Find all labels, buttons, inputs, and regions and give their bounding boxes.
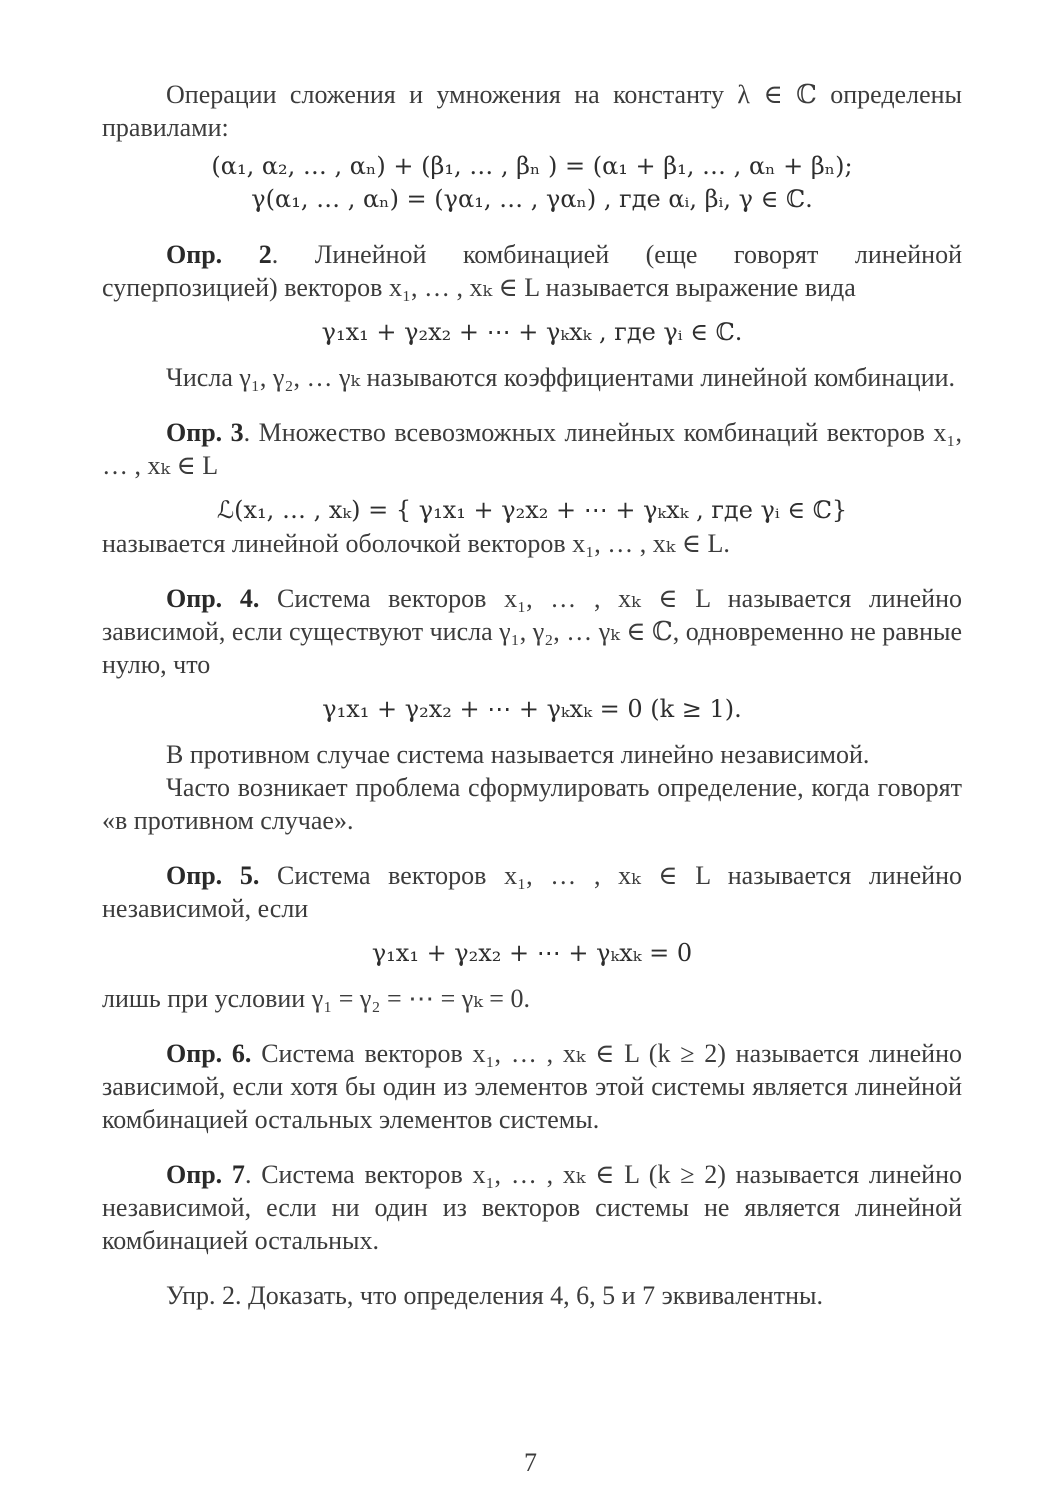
formula-linear-dependence: γ₁x₁ + γ₂x₂ + ⋯ + γₖxₖ = 0 (k ≥ 1). [322,695,742,723]
page-body [102,78,969,1312]
definition-6-label: Опр. 6. [166,1039,252,1068]
definition-2-remark: Числа γ₁, γ₂, … γₖ называются коэффициентами линейной комбинации. [166,363,956,392]
formula-scalar-multiplication: γ(α₁, … , αₙ) = (γα₁, … , γαₙ) , где αᵢ, βᵢ, γ ∈ ℂ. [251,185,813,213]
formula-addition: (α₁, α₂, … , αₙ) + (β₁, … , βₙ ) = (α₁ + β₁, … , αₙ + βₙ); [211,152,853,180]
definition-2 [102,238,969,304]
definition-6 [102,1037,969,1136]
definition-4 [102,582,969,681]
definition-5-remark: лишь при условии γ₁ = γ₂ = ⋯ = γₖ = 0. [102,984,530,1013]
formula-linear-combination: γ₁x₁ + γ₂x₂ + ⋯ + γₖxₖ , где γᵢ ∈ ℂ. [321,318,743,346]
formula-linear-independence: γ₁x₁ + γ₂x₂ + ⋯ + γₖxₖ = 0 [371,939,693,967]
definition-7-text: . Система векторов x₁, … , xₖ ∈ L (k ≥ 2) называется линейно независимой, если ни один из векторов системы не является линейной комбинацией остальных. [102,1160,969,1255]
definition-4-remark-2: Часто возникает проблема сформулировать определение, когда говорят «в противном случае». [102,773,962,835]
definition-4-label: Опр. 4. [166,584,260,613]
definition-7-label: Опр. 7 [166,1160,245,1189]
page-number: 7 [524,1448,537,1477]
definition-4-text: Система векторов x₁, … , xₖ ∈ L называется линейно зависимой, если существуют числа γ₁, γ₂, … γₖ ∈ ℂ, одновременно не равные нулю, что [102,584,969,679]
definition-6-text: Система векторов x₁, … , xₖ ∈ L (k ≥ 2) называется линейно зависимой, если хотя бы один из элементов этой системы является линейной комбинацией остальных элементов системы. [102,1039,969,1134]
definition-3-remark: называется линейной оболочкой векторов x₁, … , xₖ ∈ L. [102,529,730,558]
formula-linear-span: ℒ(x₁, … , xₖ) = { γ₁x₁ + γ₂x₂ + ⋯ + γₖxₖ , где γᵢ ∈ ℂ} [216,496,848,524]
exercise-2: Упр. 2. Доказать, что определения 4, 6, 5 и 7 эквивалентны. [166,1281,823,1310]
definition-2-label: Опр. 2 [166,240,272,269]
definition-2-text: . Линейной комбинацией (еще говорят линейной суперпозицией) векторов x₁, … , xₖ ∈ L называется выражение вида [102,240,969,302]
definition-5-label: Опр. 5. [166,861,260,890]
definition-3-text: . Множество всевозможных линейных комбинаций векторов x₁, … , xₖ ∈ L [102,418,969,480]
definition-5 [102,859,969,925]
definition-4-remark-1: В противном случае система называется линейно независимой. [166,740,870,769]
intro-paragraph: Операции сложения и умножения на константу λ ∈ ℂ определены правилами: [102,80,962,142]
definition-3 [102,416,969,482]
definition-3-label: Опр. 3 [166,418,244,447]
definition-5-text: Система векторов x₁, … , xₖ ∈ L называется линейно независимой, если [102,861,969,923]
definition-7 [102,1158,969,1257]
